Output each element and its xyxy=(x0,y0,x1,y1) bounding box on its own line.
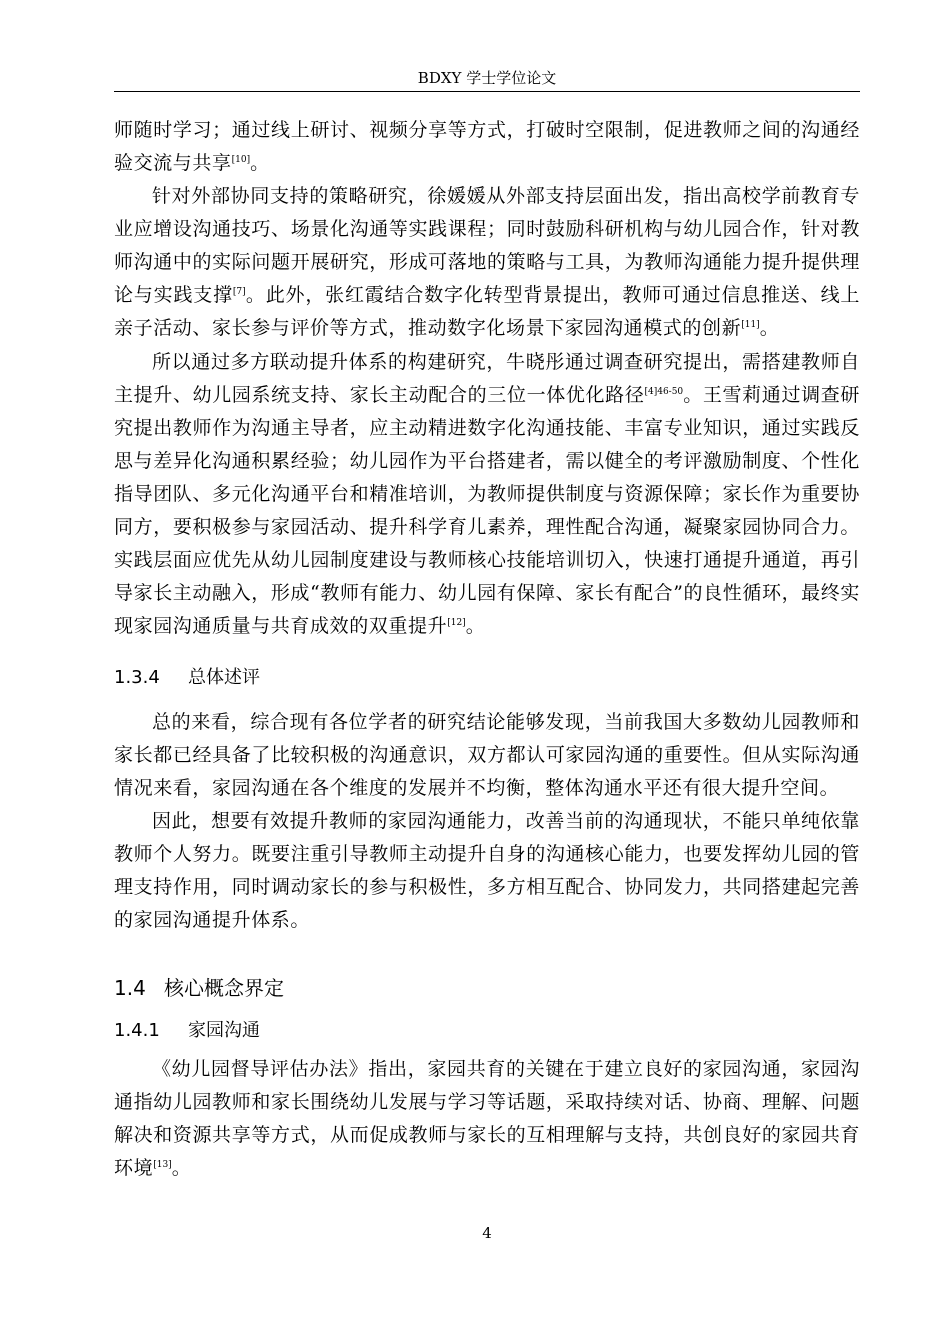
paragraph xyxy=(114,346,860,644)
paragraph-text: 。王雪莉通过调查研究提出教师作为沟通主导者，应主动精进数字化沟通技能、丰富专业知识，通过实践反思与差异化沟通积累经验；幼儿园作为平台搭建者，需以健全的考评激励制度、个性化指导团队、多元化沟通平台和精准培训，为教师提供制度与资源保障；家长作为重要协同方，要积极参与家园活动、提升科学育儿素养，理性配合沟通，凝聚家园协同合力。实践层面应优先从幼儿园制度建设与教师核心技能培训切入，快速打通提升通道，再引导家长主动融入，形成“教师有能力、幼儿园有保障、家长有配合”的良性循环，最终实现家园沟通质量与共育成效的双重提升 xyxy=(114,384,860,637)
section-title: 总体述评 xyxy=(188,667,260,688)
subsection-number: 1.4.1 xyxy=(114,1020,160,1041)
section-number: 1.4 xyxy=(114,976,146,1000)
citation: [11] xyxy=(741,320,760,330)
citation: [10] xyxy=(231,155,251,165)
punctuation: 。 xyxy=(250,152,270,174)
paragraph-text: 《幼儿园督导评估办法》指出，家园共育的关键在于建立良好的家园沟通，家园沟通指幼儿园教师和家长围绕幼儿发展与学习等话题，采取持续对话、协商、理解、问题解决和资源共享等方式，从而促成教师与家长的互相理解与支持，共创良好的家园共育环境 xyxy=(114,1058,860,1179)
paragraph xyxy=(114,180,860,346)
citation: [12] xyxy=(447,618,466,628)
subsection-heading xyxy=(114,1019,860,1043)
punctuation: 。 xyxy=(465,615,486,637)
section-title: 核心概念界定 xyxy=(164,976,284,1000)
paragraph: 总的来看，综合现有各位学者的研究结论能够发现，当前我国大多数幼儿园教师和家长都已经具备了比较积极的沟通意识，双方都认可家园沟通的重要性。但从实际沟通情况来看，家园沟通在各个维度的发展并不均衡，整体沟通水平还有很大提升空间。 xyxy=(114,711,860,799)
paragraph-text: 针对外部协同支持的策略研究，徐媛媛从外部支持层面出发，指出高校学前教育专业应增设沟通技巧、场景化沟通等实践课程；同时鼓励科研机构与幼儿园合作，针对教师沟通中的实际问题开展研究，形成可落地的策略与工具，为教师沟通能力提升提供理论与实践支撑 xyxy=(114,185,860,306)
page-number: 4 xyxy=(482,1224,492,1242)
paragraph xyxy=(114,1053,860,1185)
section-heading xyxy=(114,975,860,1001)
section-number: 1.3.4 xyxy=(114,667,160,688)
citation: [7] xyxy=(232,287,246,297)
citation: [13] xyxy=(153,1160,172,1170)
running-header: BDXY 学士学位论文 xyxy=(417,69,557,87)
paragraph-text: 。此外，张红霞结合数字化转型背景提出，教师可通过信息推送、线上亲子活动、家长参与评价等方式，推动数字化场景下家园沟通模式的创新 xyxy=(114,284,860,339)
section-heading xyxy=(114,666,860,690)
citation: [4]46-50 xyxy=(644,387,684,397)
paragraph: 因此，想要有效提升教师的家园沟通能力，改善当前的沟通现状，不能只单纯依靠教师个人努力。既要注重引导教师主动提升自身的沟通核心能力，也要发挥幼儿园的管理支持作用，同时调动家长的参与积极性，多方相互配合、协同发力，共同搭建起完善的家园沟通提升体系。 xyxy=(114,810,860,931)
subsection-title: 家园沟通 xyxy=(188,1020,260,1041)
punctuation: 。 xyxy=(171,1157,192,1179)
page-body xyxy=(114,114,860,1185)
punctuation: 。 xyxy=(759,317,780,339)
header-rule xyxy=(114,91,860,92)
paragraph-text: 所以通过多方联动提升体系的构建研究，牛晓彤通过调查研究提出，需搭建教师自主提升、幼儿园系统支持、家长主动配合的三位一体优化路径 xyxy=(114,351,860,406)
paragraph-text: 师随时学习；通过线上研讨、视频分享等方式，打破时空限制，促进教师之间的沟通经验交流与共享 xyxy=(114,119,860,174)
paragraph xyxy=(114,114,860,180)
